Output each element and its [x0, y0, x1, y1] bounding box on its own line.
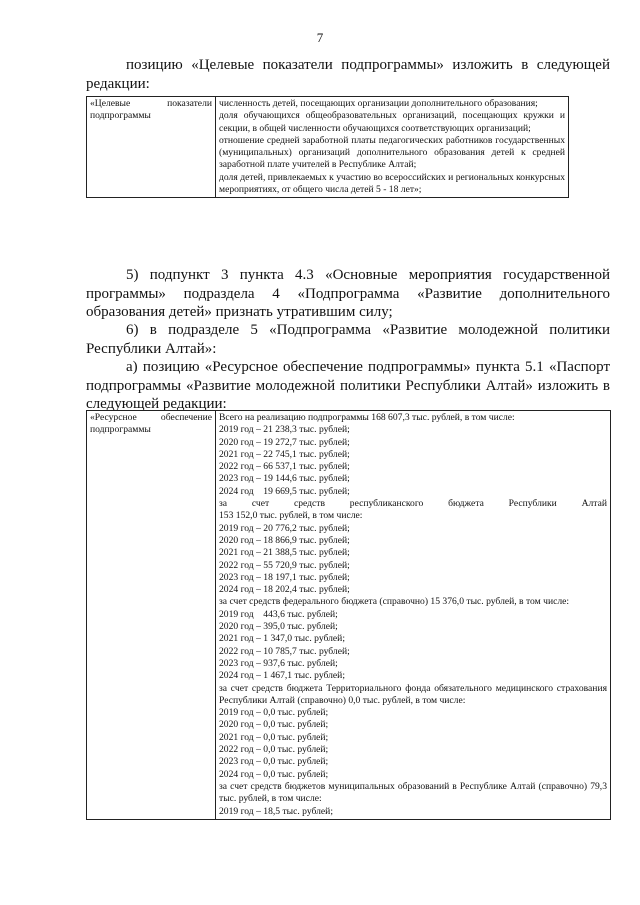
target-indicators-table	[86, 96, 569, 198]
table-row	[87, 97, 569, 198]
funding-line: 2023 год – 0,0 тыс. рублей;	[219, 756, 329, 768]
resource-provision-table	[86, 410, 611, 820]
funding-line: 153 152,0 тыс. рублей, в том числе:	[219, 510, 363, 522]
item-6-paragraph: 6) в подразделе 5 «Подпрограмма «Развитие молодежной политики Республики Алтай»:	[86, 322, 610, 357]
funding-line: 2022 год – 55 720,9 тыс. рублей;	[219, 559, 350, 571]
indicator-line: отношение средней заработной платы педагогических работников государственных (муниципальных) организаций дополнительного образования детей к средней заработной плате учителей в Республике Алтай;	[219, 134, 565, 171]
funding-line: 2020 год – 18 866,9 тыс. рублей;	[219, 534, 350, 546]
funding-line: 2019 год – 0,0 тыс. рублей;	[219, 707, 329, 719]
funding-line: 2020 год – 19 272,7 тыс. рублей;	[219, 436, 350, 448]
funding-line: 2019 год – 21 238,3 тыс. рублей;	[219, 424, 350, 436]
table-label-cell: «Целевые показатели подпрограммы	[87, 97, 216, 198]
funding-line: 2020 год – 0,0 тыс. рублей;	[219, 719, 329, 731]
funding-line: за счет средств бюджетов муниципальных образований в Республике Алтай (справочно) 79,3 тыс. рублей, в том числе:	[219, 780, 607, 805]
funding-line: 2024 год 19 669,5 тыс. рублей;	[219, 485, 350, 497]
funding-line: 2022 год – 66 537,1 тыс. рублей;	[219, 461, 350, 473]
indicator-line: численность детей, посещающих организации дополнительного образования;	[219, 98, 538, 109]
table-content-cell	[216, 97, 569, 198]
indicator-line: доля детей, привлекаемых к участию во всероссийских и региональных конкурсных мероприятиях, от общего числа детей 5 - 18 лет»;	[219, 171, 565, 196]
funding-line: 2021 год – 21 388,5 тыс. рублей;	[219, 547, 350, 559]
funding-line: за счет средств республиканского бюджета Республики Алтай	[219, 498, 607, 510]
table-label-cell: «Ресурсное обеспечение подпрограммы	[87, 411, 216, 820]
funding-line: 2021 год – 0,0 тыс. рублей;	[219, 731, 329, 743]
funding-line: за счет средств бюджета Территориального фонда обязательного медицинского страхования Республики Алтай (справочно) 0,0 тыс. рублей, в том числе:	[219, 682, 607, 706]
funding-line: Всего на реализацию подпрограммы 168 607,3 тыс. рублей, в том числе:	[219, 412, 515, 423]
funding-line: 2021 год – 1 347,0 тыс. рублей;	[219, 633, 345, 645]
funding-line: 2019 год – 20 776,2 тыс. рублей;	[219, 522, 350, 534]
table-content-cell	[216, 411, 611, 820]
page-number: 7	[316, 30, 324, 45]
funding-line: 2023 год – 937,6 тыс. рублей;	[219, 657, 338, 669]
funding-line: 2023 год – 18 197,1 тыс. рублей;	[219, 571, 350, 583]
funding-line: 2024 год – 18 202,4 тыс. рублей;	[219, 584, 350, 596]
funding-line: 2022 год – 0,0 тыс. рублей;	[219, 744, 329, 756]
table-row	[87, 411, 611, 820]
funding-line: 2020 год – 395,0 тыс. рублей;	[219, 621, 338, 633]
funding-line: 2021 год – 22 745,1 тыс. рублей;	[219, 448, 350, 460]
indicator-line: доля обучающихся общеобразовательных организаций, посещающих кружки и секции, в общей численности обучающихся соответствующих организаций;	[219, 110, 565, 134]
funding-line: 2019 год 443,6 тыс. рублей;	[219, 608, 338, 620]
intro-paragraph: позицию «Целевые показатели подпрограммы» изложить в следующей редакции:	[86, 57, 610, 92]
funding-line: 2023 год – 19 144,6 тыс. рублей;	[219, 473, 350, 485]
item-a-paragraph: а) позицию «Ресурсное обеспечение подпрограммы» пункта 5.1 «Паспорт подпрограммы «Развитие молодежной политики Республики Алтай» изложить в следующей редакции:	[86, 359, 610, 412]
funding-line: 2024 год – 1 467,1 тыс. рублей;	[219, 670, 345, 682]
funding-line: 2022 год – 10 785,7 тыс. рублей;	[219, 645, 350, 657]
funding-line: за счет средств федерального бюджета (справочно) 15 376,0 тыс. рублей, в том числе:	[219, 596, 570, 608]
item-5-paragraph: 5) подпункт 3 пункта 4.3 «Основные мероприятия государственной программы» подраздела 4 «Подпрограмма «Развитие дополнительного образования детей» признать утратившим силу;	[86, 267, 610, 320]
funding-line: 2019 год – 18,5 тыс. рублей;	[219, 805, 333, 817]
funding-line: 2024 год – 0,0 тыс. рублей;	[219, 768, 329, 780]
